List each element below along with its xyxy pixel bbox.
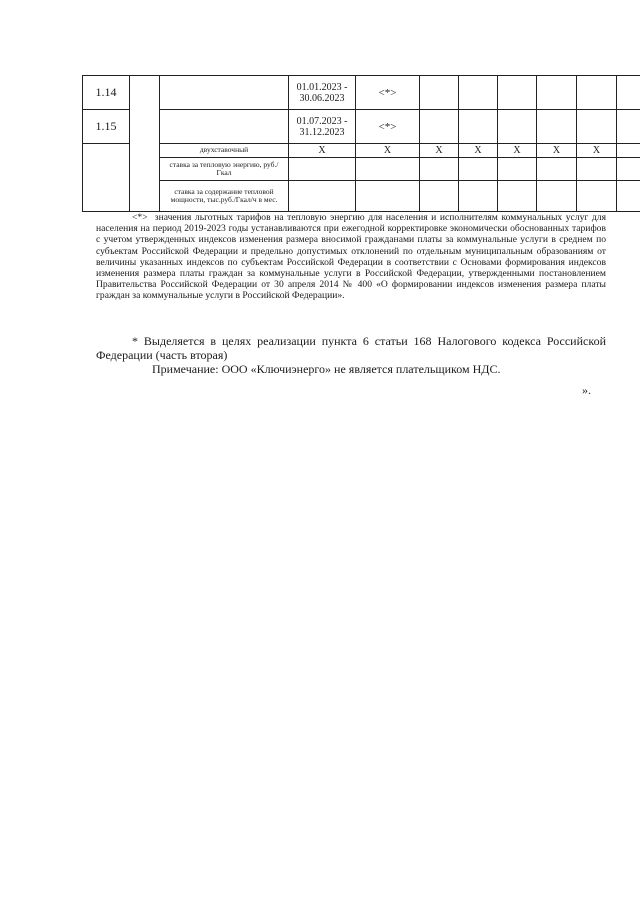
period-start: 01.07.2023 - [296,115,348,127]
footnote [96,212,606,302]
x-mark: Х [537,144,577,158]
heat-rate-label: ставка за тепловую энергию, руб./Гкал [160,158,289,181]
remark-text: Примечание: ООО «Ключиэнерго» не является плательщиком НДС. [152,362,501,376]
x-mark: Х [356,144,420,158]
tariff-mark: <*> [356,110,420,144]
remark [96,363,606,377]
period-end: 31.12.2023 [299,126,345,138]
row-number: 1.14 [83,76,130,110]
table-row [83,76,640,110]
tax-note [96,335,606,362]
empty-cell [160,76,289,110]
period-cell [289,76,356,110]
footnote-marker: <*> [132,212,148,223]
x-mark: Х [420,144,459,158]
tax-note-text: * Выделяется в целях реализации пункта 6 статьи 168 Налогового кодекса Российской Федерации (часть вторая) [96,334,606,362]
x-mark: Х [459,144,498,158]
tariff-mark: <*> [356,76,420,110]
closing-quote: ». [582,383,591,397]
two-part-label: двухставочный [160,144,289,158]
period-cell [289,110,356,144]
empty-cell [160,110,289,144]
table-row [83,181,640,212]
tariff-table [82,75,640,212]
footnote-text: значения льготных тарифов на тепловую энергию для населения и исполнителям коммунальных услуг для населения на период 2019-2023 годы устанавливаются при ежегодной корректировке экономически обоснованных тарифов с учетом утвержденных индексов изменения размера вносимой гражданами платы за коммунальные услуги в среднем по субъектам Российской Федерации и предельно допустимых отклонений по отдельным муниципальным образованиям от величины указанных индексов по субъектам Российской Федерации в соответствии с Основами формирования индексов изменения размера платы граждан за коммунальные услуги в Российской Федерации, утвержденными постановлением Правительства Российской Федерации от 30 апреля 2014 № 400 «О формировании индексов изменения размера платы граждан за коммунальные услуги в Российской Федерации». [96,212,606,302]
period-end: 30.06.2023 [299,92,345,104]
period-start: 01.01.2023 - [296,81,348,93]
table-row [83,144,640,158]
x-mark: Х [289,144,356,158]
table-row [83,110,640,144]
empty-cell [130,76,160,212]
row-number: 1.15 [83,110,130,144]
table-row [83,158,640,181]
x-mark: Х [577,144,617,158]
x-mark: Х [498,144,537,158]
capacity-rate-label: ставка за содержание тепловой мощности, тыс.руб./Гкал/ч в мес. [160,181,289,212]
empty-cell [83,144,130,212]
